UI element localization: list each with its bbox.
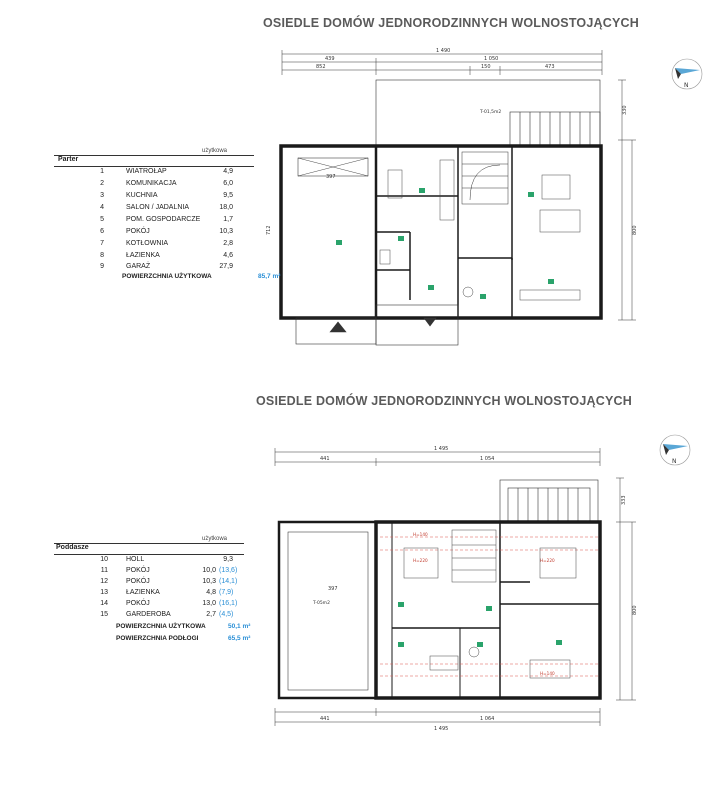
ground-dimensions-right <box>618 80 636 320</box>
total-usable-area <box>122 273 281 280</box>
table-row <box>54 567 244 578</box>
ground-room-tags <box>336 188 554 299</box>
ground-dim-right-1: 330 <box>622 105 628 115</box>
table-row <box>54 180 254 191</box>
ground-floor-title: OSIEDLE DOMÓW JEDNORODZINNYCH WOLNOSTOJĄCYCH <box>263 16 639 30</box>
ground-dim-b: 150 <box>481 64 491 70</box>
ground-terrace-label: T-01,5m2 <box>480 110 502 115</box>
room-number: 14 <box>100 600 108 607</box>
room-floor-area: (16,1) <box>219 600 238 607</box>
table-row <box>54 600 244 611</box>
attic-h220-right: H=220 <box>540 558 555 563</box>
room-area: 9,5 <box>223 192 233 199</box>
ground-garage-width: 397 <box>326 174 336 180</box>
room-number: 9 <box>100 263 104 270</box>
north-arrow-icon <box>660 435 690 465</box>
attic-h140-top: H=140 <box>413 532 428 537</box>
table-top-note: użytkowa <box>202 536 228 542</box>
total-label: POWIERZCHNIA UŻYTKOWA <box>122 273 212 280</box>
ground-dim-a: 852 <box>316 64 326 70</box>
room-area: 10,3 <box>219 228 233 235</box>
table-rule <box>54 166 254 167</box>
attic-dimensions-right <box>616 478 636 700</box>
table-rule <box>54 554 244 555</box>
attic-terrace-label: T-05m2 <box>313 601 330 606</box>
ground-dim-right-2: 800 <box>632 225 638 235</box>
attic-dim-bottom-right: 1 064 <box>480 716 495 722</box>
room-number: 12 <box>100 578 108 585</box>
table-row <box>54 252 254 263</box>
room-name: KOMUNIKACJA <box>126 180 177 187</box>
table-row <box>54 240 254 251</box>
total-label: POWIERZCHNIA UŻYTKOWA <box>116 623 206 630</box>
table-rule <box>54 155 254 156</box>
attic-dim-right-1: 333 <box>621 495 627 505</box>
attic-dim-right: 1 054 <box>480 456 495 462</box>
attic-dim-bottom-total: 1 495 <box>434 726 449 732</box>
room-name: POKÓJ <box>126 600 150 607</box>
table-row <box>54 589 244 600</box>
room-area: 9,3 <box>223 556 233 563</box>
room-number: 4 <box>100 204 104 211</box>
room-name: WIATROŁAP <box>126 168 167 175</box>
table-header: Poddasze <box>56 544 89 551</box>
room-area: 27,9 <box>219 263 233 270</box>
table-row <box>54 228 254 239</box>
room-number: 3 <box>100 192 104 199</box>
table-row <box>54 204 254 215</box>
room-area: 18,0 <box>219 204 233 211</box>
room-name: GARDEROBA <box>126 611 171 618</box>
attic-h220-top: H=220 <box>413 558 428 563</box>
ground-stairs <box>462 152 508 204</box>
attic-dimensions-top <box>275 448 600 726</box>
room-area: 10,0 <box>202 567 216 574</box>
svg-text:N: N <box>672 458 677 465</box>
room-number: 7 <box>100 240 104 247</box>
room-area: 10,3 <box>202 578 216 585</box>
table-row <box>54 192 254 203</box>
attic-dim-total: 1 495 <box>434 446 449 452</box>
room-floor-area: (4,5) <box>219 611 234 618</box>
table-row <box>54 556 244 567</box>
room-name: GARAŻ <box>126 263 151 270</box>
attic-garage-width: 397 <box>328 586 338 592</box>
svg-text:N: N <box>684 82 689 89</box>
table-top-note: użytkowa <box>202 148 228 154</box>
room-area: 4,6 <box>223 252 233 259</box>
room-floor-area: (14,1) <box>219 578 238 585</box>
attic-floor-title: OSIEDLE DOMÓW JEDNORODZINNYCH WOLNOSTOJĄCYCH <box>256 394 632 408</box>
attic-dim-left: 441 <box>320 456 330 462</box>
attic-dim-right-2: 800 <box>632 605 638 615</box>
room-name: ŁAZIENKA <box>126 589 160 596</box>
room-area: 4,8 <box>206 589 216 596</box>
room-number: 2 <box>100 180 104 187</box>
room-number: 8 <box>100 252 104 259</box>
room-name: POKÓJ <box>126 578 150 585</box>
room-number: 13 <box>100 589 108 596</box>
table-row <box>54 578 244 589</box>
ground-dim-c: 473 <box>545 64 555 70</box>
ground-dim-total: 1 490 <box>436 48 451 54</box>
total-value: 50,1 m² <box>228 623 251 630</box>
room-name: POKÓJ <box>126 228 150 235</box>
attic-dim-bottom-left: 441 <box>320 716 330 722</box>
attic-h140-bottom: H=140 <box>540 671 555 676</box>
total-value: 85,7 m² <box>258 273 281 280</box>
room-name: POKÓJ <box>126 567 150 574</box>
room-area: 13,0 <box>202 600 216 607</box>
room-name: KUCHNIA <box>126 192 158 199</box>
room-floor-area: (7,9) <box>219 589 234 596</box>
floor-label: POWIERZCHNIA PODŁOGI <box>116 635 199 642</box>
total-floor-area <box>116 635 251 642</box>
room-area: 1,7 <box>223 216 233 223</box>
table-header: Parter <box>58 156 79 163</box>
table-row <box>54 168 254 179</box>
room-number: 10 <box>100 556 108 563</box>
room-name: SALON / JADALNIA <box>126 204 190 211</box>
north-arrow-icon <box>672 59 702 89</box>
table-row <box>54 611 244 622</box>
floor-value: 65,5 m² <box>228 635 251 642</box>
room-name: KOTŁOWNIA <box>126 240 169 247</box>
room-number: 6 <box>100 228 104 235</box>
room-name: POM. GOSPODARCZE <box>126 216 201 223</box>
room-number: 15 <box>100 611 108 618</box>
attic-room-tags <box>398 602 562 647</box>
room-area: 2,8 <box>223 240 233 247</box>
table-row <box>54 216 254 227</box>
attic-balcony <box>500 480 598 522</box>
room-number: 11 <box>100 567 108 574</box>
room-floor-area: (13,6) <box>219 567 238 574</box>
attic-area-table <box>54 536 251 648</box>
ground-dim-house: 1 050 <box>484 56 499 62</box>
ground-dim-garage: 439 <box>325 56 335 62</box>
room-area: 4,9 <box>223 168 233 175</box>
ground-dim-left: 712 <box>266 225 272 235</box>
room-area: 6,0 <box>223 180 233 187</box>
room-name: ŁAZIENKA <box>126 252 160 259</box>
room-number: 1 <box>100 168 104 175</box>
room-area: 2,7 <box>206 611 216 618</box>
room-name: HOLL <box>126 556 145 563</box>
room-number: 5 <box>100 216 104 223</box>
total-usable-area <box>116 623 251 630</box>
